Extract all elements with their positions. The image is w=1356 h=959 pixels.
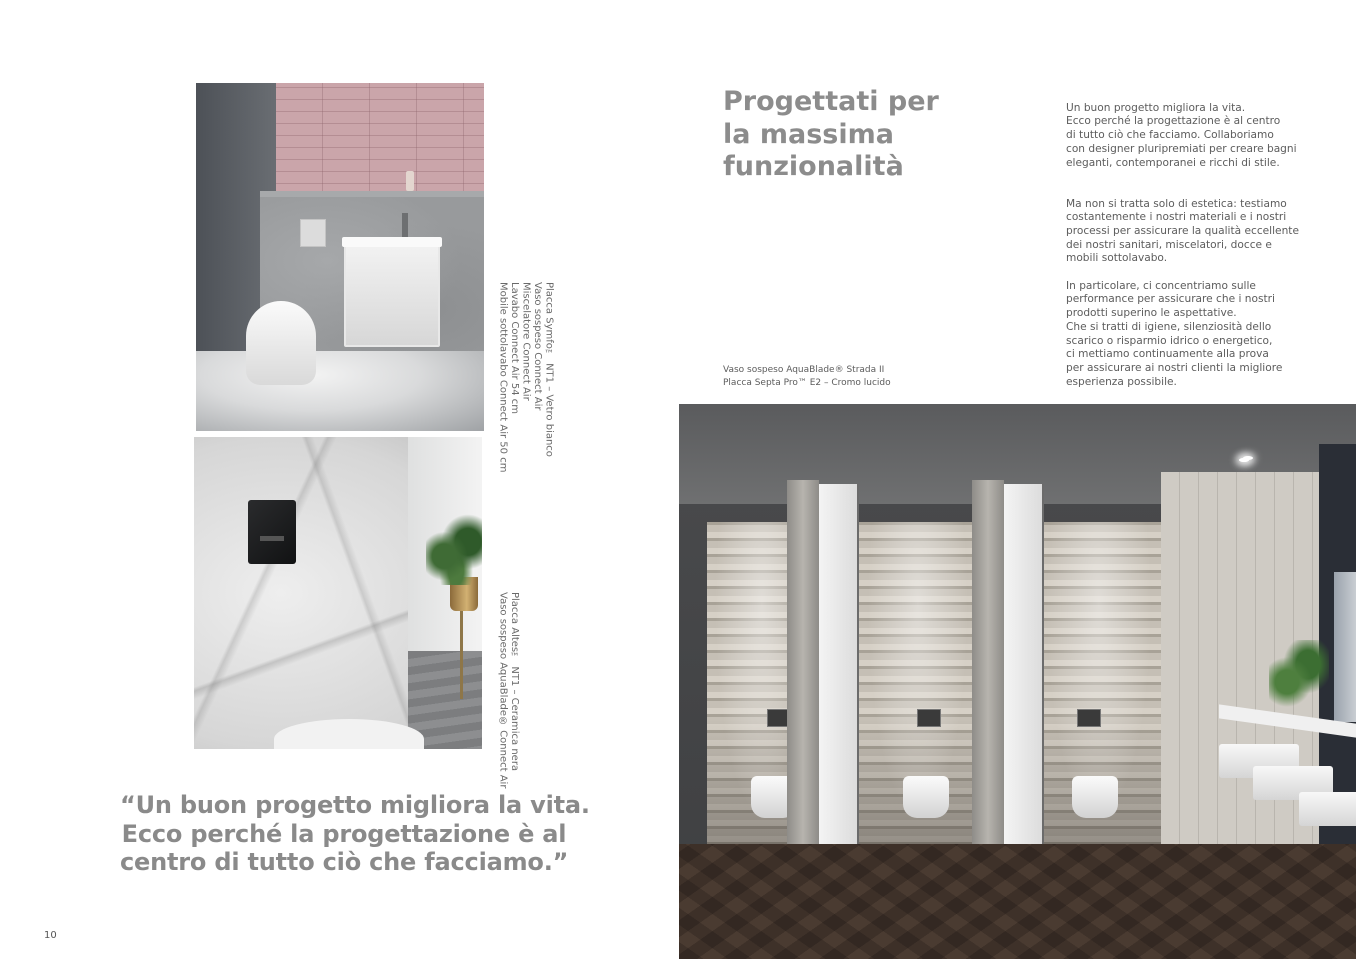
text-line: Ma non si tratta solo di estetica: testiamo [1066,197,1287,210]
text-line: scarico o risparmio idrico o energetico, [1066,334,1273,347]
page-number: 10 [44,930,57,941]
caption-line: Vaso sospeso AquaBlade® Connect Air [497,592,509,789]
caption-line: Placca Altes™ NT1 – Ceramica nera [509,592,520,772]
text-line: Un buon progetto migliora la vita. [1066,101,1246,114]
bathroom-photo-connect-air [196,83,484,431]
page-title [723,86,983,184]
black-flush-plate [248,500,296,564]
text-line: esperienza possibile. [1066,375,1177,388]
text-line: Che si tratti di igiene, silenziosità dello [1066,320,1272,333]
text-line: costantemente i nostri materiali e i nostri [1066,211,1287,224]
text-line: ci mettiamo continuamente alla prova [1066,348,1269,361]
title-line: funzionalità [723,151,904,182]
caption-line: Vaso sospeso Connect Air [532,282,543,411]
title-line: la massima [723,118,894,150]
title-line: Progettati per [723,86,939,117]
text-line: performance per assicurare che i nostri [1066,293,1275,306]
quote-line: centro di tutto ciò che facciamo.” [120,848,569,876]
caption-line: Miscelatore Connect Air [520,282,532,401]
caption-photo-2 [497,592,520,789]
paragraph [1066,198,1336,267]
text-line: dei nostri sanitari, miscelatori, docce e [1066,238,1272,251]
marble-wall-photo-altes [194,437,482,749]
quote-line: Ecco perché la progettazione è al [121,819,567,848]
text-line: prodotti superino le aspettative. [1066,307,1237,320]
caption-line: Vaso sospeso AquaBlade® Strada II [723,365,885,375]
pull-quote [120,791,590,877]
quote-line: “Un buon progetto migliora la vita. [120,791,590,819]
text-line: con designer pluripremiati per creare bagni [1066,142,1297,155]
public-washroom-photo-strada [679,404,1356,959]
text-line: di tutto ciò che facciamo. Collaboriamo [1066,129,1274,142]
caption-line: Lavabo Connect Air 54 cm [509,282,520,414]
caption-line: Placca Septa Pro™ E2 – Cromo lucido [723,377,891,388]
text-line: processi per assicurare la qualità eccellente [1066,224,1299,237]
caption-line: Placca Symfo™ NT1 – Vetro bianco [543,282,555,457]
caption-photo-3 [723,364,891,389]
caption-photo-1 [497,282,555,473]
text-line: per assicurare ai nostri clienti la migliore [1066,362,1283,374]
text-line: In particolare, ci concentriamo sulle [1066,279,1256,292]
caption-line: Mobile sottolavabo Connect Air 50 cm [497,282,509,473]
text-line: eleganti, contemporanei e ricchi di stile. [1066,156,1280,169]
paragraph [1066,280,1336,390]
body-text [1066,88,1336,389]
text-line: Ecco perché la progettazione è al centro [1066,115,1281,128]
text-line: mobili sottolavabo. [1066,252,1168,265]
